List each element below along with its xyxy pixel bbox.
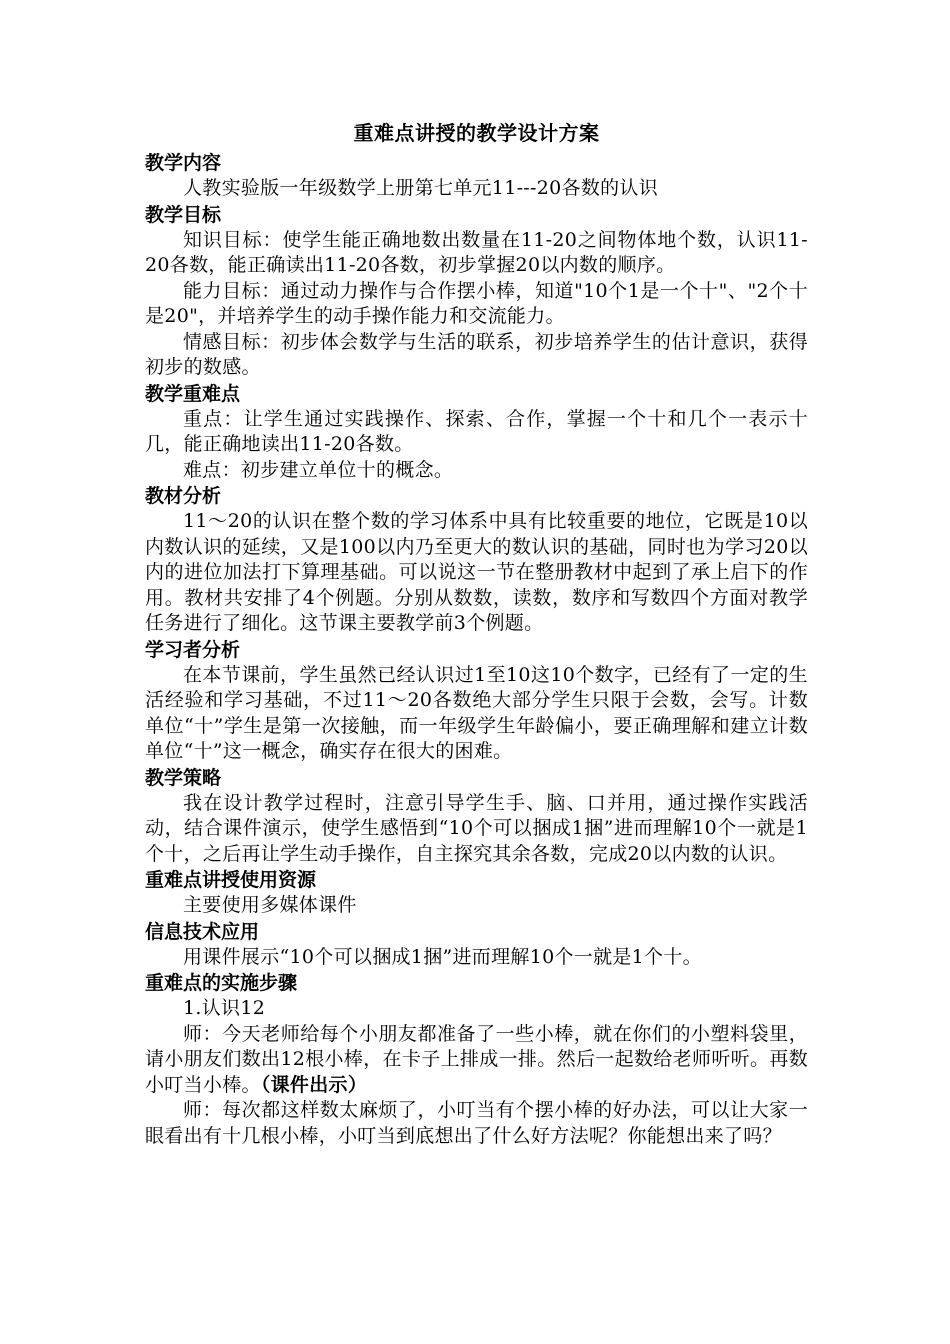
heading-key-points: 教学重难点 <box>145 382 241 405</box>
paragraph: 我在设计教学过程时，注意引导学生手、脑、口并用，通过操作实践活动，结合课件演示，使学生感悟到“10个可以捆成1捆”进而理解10个一就是1个十，之后再让学生动手操作，自主探究其余各数，完成20以内数的认识。 <box>145 791 808 865</box>
paragraph: 能力目标：通过动力操作与合作摆小棒，知道"10个1是一个十"、"2个十是20"，并培养学生的动手操作能力和交流能力。 <box>145 279 808 327</box>
paragraph: 主要使用多媒体课件 <box>183 894 357 916</box>
paragraph <box>145 1022 808 1099</box>
paragraph: 人教实验版一年级数学上册第七单元11---20各数的认识 <box>183 177 659 199</box>
heading-teaching-strategy: 教学策略 <box>145 766 222 789</box>
heading-learner-analysis: 学习者分析 <box>145 638 241 661</box>
heading-textbook-analysis: 教材分析 <box>145 485 222 507</box>
heading-teaching-goals: 教学目标 <box>145 203 222 226</box>
paragraph: 情感目标：初步体会数学与生活的联系，初步培养学生的估计意识，获得初步的数感。 <box>145 330 808 378</box>
courseware-note: （课件出示） <box>260 1073 368 1096</box>
paragraph: 在本节课前，学生虽然已经认识过1至10这10个数字，已经有了一定的生活经验和学习基础，不过11～20各数绝大部分学生只限于会数，会写。计数单位“十”学生是第一次接触，而一年级学生年龄偏小，要正确理解和建立计数单位“十”这一概念，确实存在很大的困难。 <box>145 663 808 762</box>
paragraph: 1.认识12 <box>183 997 266 1019</box>
document-body <box>145 118 808 1149</box>
paragraph: 师：每次都这样数太麻烦了，小叮当有个摆小棒的好办法，可以让大家一眼看出有十几根小棒，小叮当到底想出了什么好方法呢？你能想出来了吗？ <box>145 1099 808 1147</box>
page-title: 重难点讲授的教学设计方案 <box>353 121 600 145</box>
paragraph: 知识目标：使学生能正确地数出数量在11-20之间物体地个数，认识11-20各数，能正确读出11-20各数，初步掌握20以内数的顺序。 <box>145 228 808 276</box>
heading-resources: 重难点讲授使用资源 <box>145 869 317 891</box>
paragraph-text: 师：今天老师给每个小朋友都准备了一些小棒，就在你们的小塑料袋里，请小朋友们数出12根小棒，在卡子上排成一排。然后一起数给老师听听。再数小叮当小棒。 <box>145 1022 808 1096</box>
heading-it-application: 信息技术应用 <box>145 920 260 943</box>
paragraph: 用课件展示“10个可以捆成1捆”进而理解10个一就是1个十。 <box>183 945 702 968</box>
paragraph: 11～20的认识在整个数的学习体系中具有比较重要的地位，它既是10以内数认识的延续，又是100以内乃至更大的数认识的基础，同时也为学习20以内的进位加法打下算理基础。可以说这一节在整册教材中起到了承上启下的作用。教材共安排了4个例题。分别从数数，读数，数序和写数四个方面对教学任务进行了细化。这节课主要教学前3个例题。 <box>145 510 808 634</box>
heading-teaching-content: 教学内容 <box>145 152 222 174</box>
paragraph: 重点：让学生通过实践操作、探索、合作，掌握一个十和几个一表示十几，能正确地读出11-20各数。 <box>145 407 808 455</box>
paragraph: 难点：初步建立单位十的概念。 <box>183 458 454 481</box>
heading-implementation-steps: 重难点的实施步骤 <box>145 972 298 994</box>
